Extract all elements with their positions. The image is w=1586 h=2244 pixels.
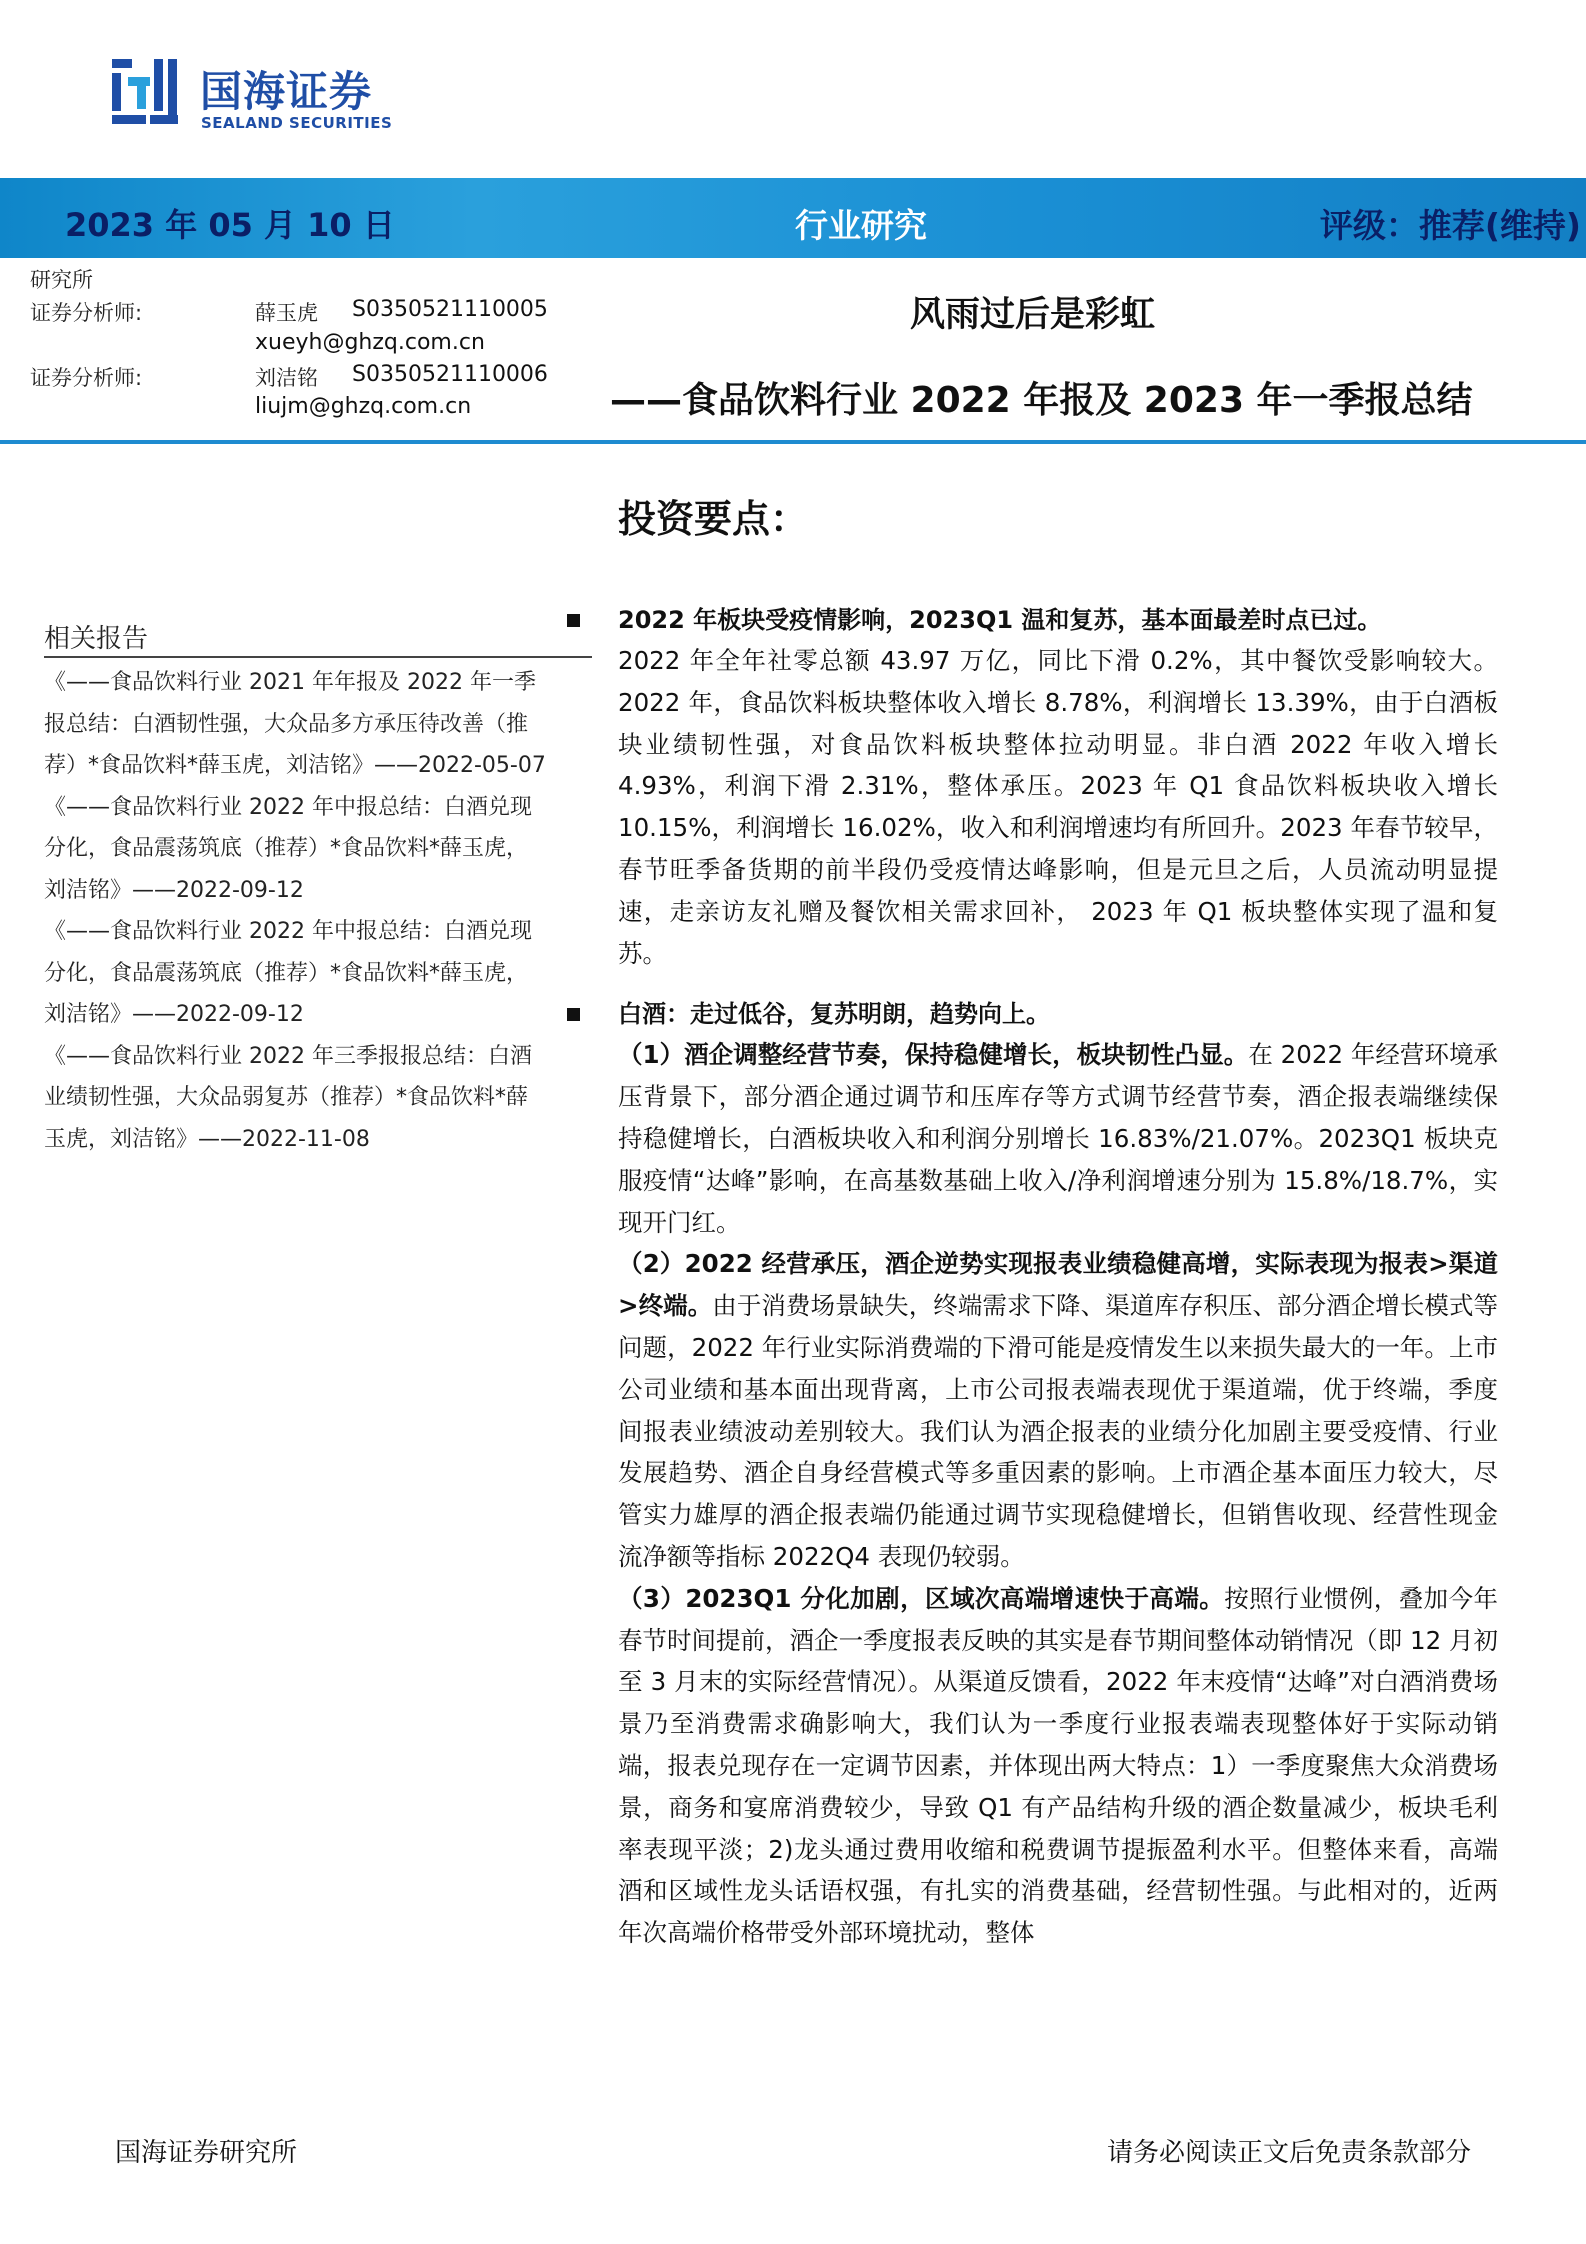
related-line[interactable]: 分化，食品震荡筑底（推荐）*食品饮料*薛玉虎，: [44, 960, 529, 986]
main-content: [618, 600, 1498, 1954]
footer-institute: 国海证券研究所: [115, 2138, 298, 2168]
point2-paragraph: [618, 1243, 1498, 1577]
point3-body: 按照行业惯例，叠加今年春节时间提前，酒企一季度报表反映的其实是春节期间整体动销情况（即 12 月初至 3 月末的实际经营情况）。从渠道反馈看，2022 年末疫情“达峰”对白酒消费场景乃至消费需求确影响大，我们认为一季度行业报表端表现整体好于实际动销端，报表兑现存在一定调节因素，并体现出两大特点：1）一季度聚焦大众消费场景，商务和宴席消费较少，导致 Q1 有产品结构升级的酒企数量减少，板块毛利率表现平淡；2)龙头通过费用收缩和税费调节提振盈利水平。但整体来看，高端酒和区域性龙头话语权强，有扎实的消费基础，经营韧性强。与此相对的，近两年次高端价格带受外部环境扰动，整体: [618, 1583, 1498, 1948]
section2-heading-text: 白酒：走过低谷，复苏明朗，趋势向上。: [618, 1000, 1050, 1029]
related-reports-title: 相关报告: [44, 624, 149, 654]
sealand-logo-icon: [110, 55, 190, 135]
related-line[interactable]: 报总结：白酒韧性强，大众品多方承压待改善（推: [44, 711, 529, 737]
point1-paragraph: [618, 1034, 1498, 1243]
institute-label: 研究所: [30, 268, 93, 292]
header-banner: [0, 178, 1586, 258]
analyst2-license: S0350521110006: [352, 362, 548, 387]
related-line[interactable]: 《——食品饮料行业 2022 年中报总结：白酒兑现: [44, 919, 532, 944]
report-rating: 评级：推荐(维持): [1319, 206, 1581, 245]
point1-body: 在 2022 年经营环境承压背景下，部分酒企通过调节和压库存等方式调节经营节奏，酒企报表端继续保持稳健增长，白酒板块收入和利润分别增长 16.83%/21.07%。2023Q1 板块克服疫情“达峰”影响，在高基数基础上收入/净利润增速分别为 15.8%/18.7%，实现开门红。: [618, 1040, 1498, 1237]
report-date: 2023 年 05 月 10 日: [65, 206, 395, 244]
logo-name-cn: 国海证券: [200, 67, 373, 116]
point3-heading: （3）2023Q1 分化加剧，区域次高端增速快于高端。: [618, 1583, 1225, 1613]
analyst1-role: 证券分析师:: [30, 301, 143, 325]
square-bullet-icon: [567, 1008, 580, 1021]
analyst1-license: S0350521110005: [352, 297, 548, 322]
analyst2-name: 刘洁铭: [255, 366, 318, 390]
square-bullet-icon: [567, 614, 580, 627]
section1-heading: [561, 600, 1441, 640]
key-points-heading: 投资要点：: [618, 496, 809, 541]
related-line[interactable]: 分化，食品震荡筑底（推荐）*食品饮料*薛玉虎，: [44, 836, 529, 861]
company-logo: [110, 55, 410, 135]
section2-heading: [561, 994, 1441, 1034]
point2-body: 由于消费场景缺失，终端需求下降、渠道库存积压、部分酒企增长模式等问题，2022 年行业实际消费端的下滑可能是疫情发生以来损失最大的一年。上市公司业绩和基本面出现背离，上市公司报表端表现优于渠道端，优于终端，季度间报表业绩波动差别较大。我们认为酒企报表的业绩分化加剧主要受疫情、行业发展趋势、酒企自身经营模式等多重因素的影响。上市酒企基本面压力较大，尽管实力雄厚的酒企报表端仍能通过调节实现稳健增长，但销售收现、经营性现金流净额等指标 2022Q4 表现仍较弱。: [618, 1291, 1499, 1571]
logo-name-en: SEALAND SECURITIES: [201, 114, 393, 132]
footer-disclaimer-note: 请务必阅读正文后免责条款部分: [1106, 2138, 1471, 2168]
related-reports-divider: [44, 656, 592, 658]
report-title: 风雨过后是彩虹: [910, 294, 1156, 335]
point1-heading: （1）酒企调整经营节奏，保持稳健增长，板块韧性凸显。: [618, 1040, 1249, 1070]
section1-body: 2022 年全年社零总额 43.97 万亿，同比下滑 0.2%，其中餐饮受影响较大。2022 年，食品饮料板块整体收入增长 8.78%，利润增长 13.39%，由于白酒板块业绩韧性强，对食品饮料板块整体拉动明显。非白酒 2022 年收入增长 4.93%，利润下滑 2.31%，整体承压。2023 年 Q1 食品饮料板块收入增长 10.15%，利润增长 16.02%，收入和利润增速均有所回升。2023 年春节较早，春节旺季备货期的前半段仍受疫情达峰影响，但是元旦之后，人员流动明显提速，走亲访友礼赠及餐饮相关需求回补， 2023 年 Q1 板块整体实现了温和复苏。: [618, 646, 1498, 968]
related-reports-list: [44, 662, 604, 1160]
related-line[interactable]: 刘洁铭》——2022-09-12: [44, 877, 304, 903]
section1-heading-text: 2022 年板块受疫情影响，2023Q1 温和复苏，基本面最差时点已过。: [618, 606, 1382, 634]
point3-paragraph: [618, 1578, 1498, 1954]
analyst2-role: 证券分析师:: [30, 366, 143, 390]
analyst1-name: 薛玉虎: [255, 301, 318, 325]
related-line[interactable]: 荐）*食品饮料*薛玉虎，刘洁铭》——2022-05-07: [44, 753, 546, 778]
related-line[interactable]: 业绩韧性强，大众品弱复苏（推荐）*食品饮料*薛: [44, 1085, 529, 1110]
title-divider: [0, 440, 1586, 444]
analyst2-email[interactable]: liujm@ghzq.com.cn: [255, 394, 472, 419]
analyst1-email[interactable]: xueyh@ghzq.com.cn: [255, 330, 485, 355]
related-line[interactable]: 《——食品饮料行业 2022 年三季报报总结：白酒: [44, 1043, 532, 1069]
point2-heading: （2）2022 经营承压，酒企逆势实现报表业绩稳健高增，实际表现为报表>渠道>终端。: [618, 1249, 1498, 1321]
related-line[interactable]: 刘洁铭》——2022-09-12: [44, 1002, 304, 1027]
related-line[interactable]: 《——食品饮料行业 2022 年中报总结：白酒兑现: [44, 794, 532, 820]
related-line[interactable]: 《——食品饮料行业 2021 年年报及 2022 年一季: [44, 670, 536, 695]
report-category: 行业研究: [795, 206, 927, 245]
report-subtitle: ——食品饮料行业 2022 年报及 2023 年一季报总结: [610, 380, 1473, 421]
related-line[interactable]: 玉虎，刘洁铭》——2022-11-08: [44, 1126, 370, 1152]
